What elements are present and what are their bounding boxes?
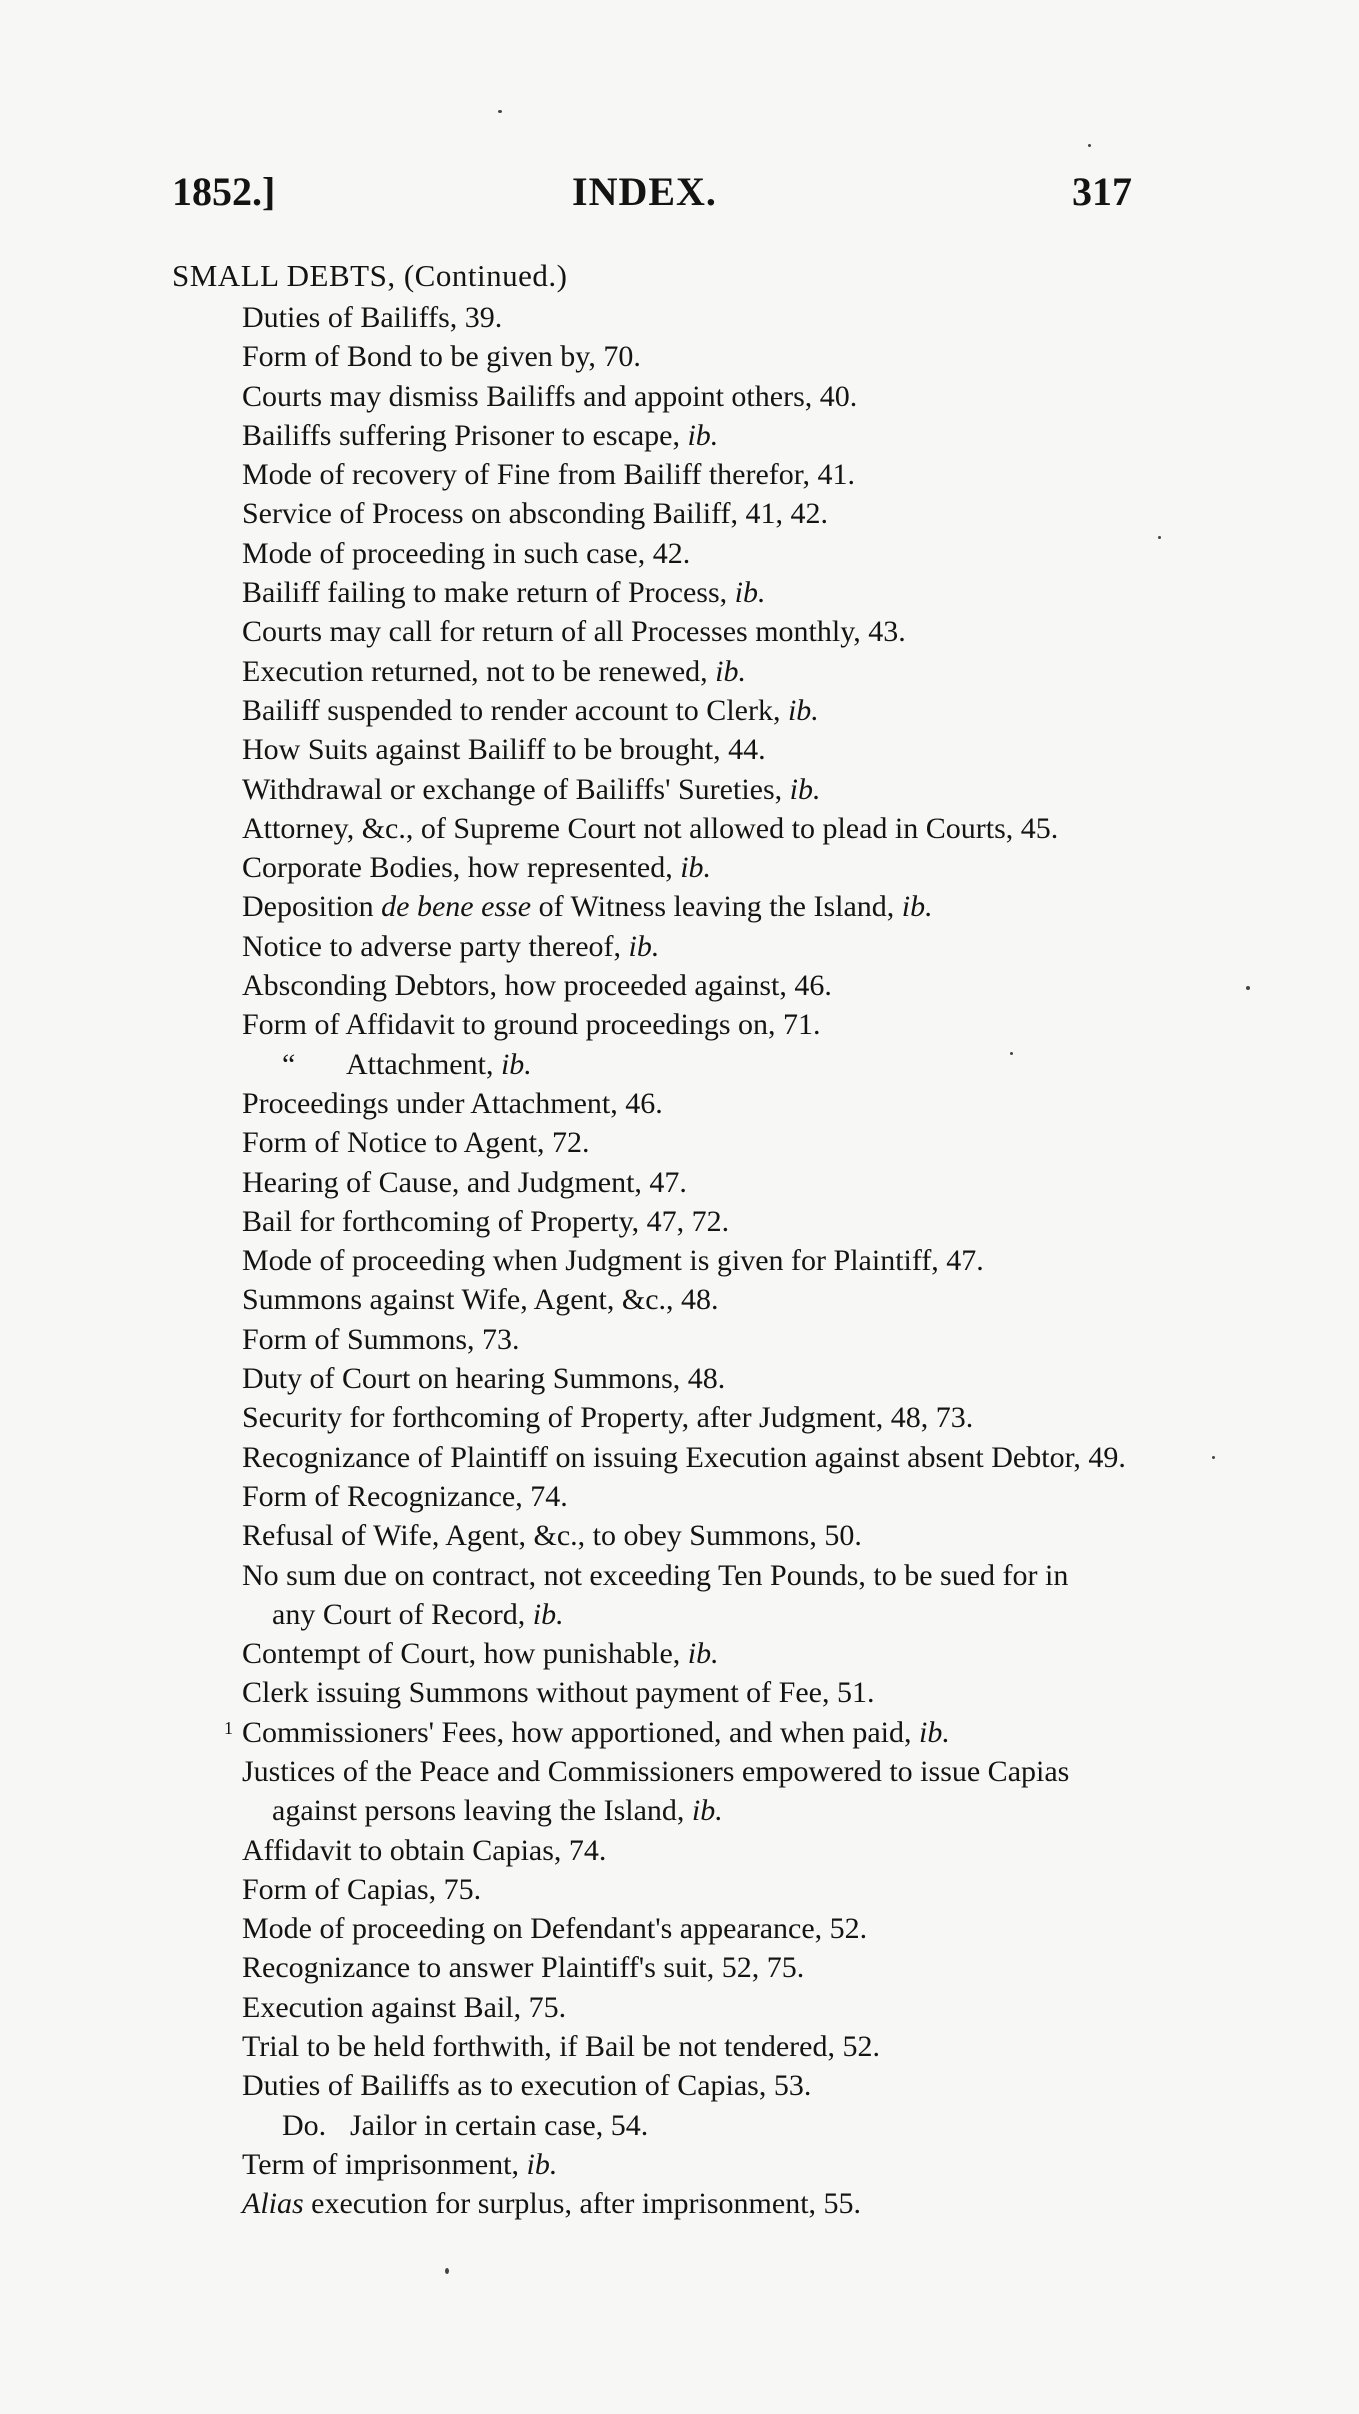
entry-text: Duties of Bailiffs as to execution of Capias, 53. (242, 2069, 812, 2103)
entry-continuation-text: against persons leaving the Island, (272, 1794, 692, 1828)
index-entry (242, 494, 1142, 533)
entry-text: Recognizance to answer Plaintiff's suit, 52, 75. (242, 1951, 805, 1985)
entry-text: Bail for forthcoming of Property, 47, 72. (242, 1204, 730, 1238)
index-entry (242, 1477, 1142, 1516)
index-entry (242, 1280, 1142, 1319)
index-entry (242, 612, 1142, 651)
scan-speck (445, 2268, 449, 2274)
running-header (172, 168, 1132, 228)
ibid-abbrev: ib. (687, 418, 719, 452)
index-entry (242, 1831, 1142, 1870)
index-entry (242, 1084, 1142, 1123)
index-entry (242, 1398, 1142, 1437)
entry-text: Execution returned, not to be renewed, (242, 654, 716, 688)
entry-text: Duties of Bailiffs, 39. (242, 301, 503, 334)
index-entry (242, 848, 1142, 887)
entry-text: Justices of the Peace and Commissioners empowered to issue Capias (242, 1754, 1070, 1788)
entry-text: Bailiff suspended to render account to Clerk, (242, 693, 788, 727)
entry-text: Withdrawal or exchange of Bailiffs' Sureties, (242, 772, 790, 806)
index-entry (242, 298, 1142, 337)
index-entry (242, 337, 1142, 376)
entry-text: Courts may dismiss Bailiffs and appoint others, 40. (242, 379, 858, 413)
index-entry (242, 416, 1142, 455)
ibid-abbrev: ib. (734, 576, 766, 610)
entry-text: Proceedings under Attachment, 46. (242, 1086, 663, 1120)
index-entry (242, 1673, 1142, 1712)
ditto-mark: “ (282, 1047, 296, 1081)
ibid-abbrev: ib. (687, 1637, 719, 1671)
entry-italic-lead: Alias (242, 2187, 304, 2221)
entry-text: Notice to adverse party thereof, (242, 929, 629, 963)
entry-italic-phrase: de bene esse (381, 890, 532, 924)
entry-text: How Suits against Bailiff to be brought, 44. (242, 733, 766, 767)
index-entry (242, 1909, 1142, 1948)
entry-text: Refusal of Wife, Agent, &c., to obey Summons, 50. (242, 1519, 862, 1553)
index-entries (224, 298, 1142, 2224)
index-entry (242, 809, 1142, 848)
ibid-abbrev: ib. (918, 1715, 950, 1749)
index-entry (242, 455, 1142, 494)
index-entry (242, 887, 1142, 926)
index-entry (242, 652, 1142, 691)
entry-text: Contempt of Court, how punishable, (242, 1637, 688, 1671)
index-entry (242, 2145, 1142, 2184)
index-entry (242, 730, 1142, 769)
index-entry (242, 1634, 1142, 1673)
index-entry (242, 1516, 1142, 1555)
entry-text: Courts may call for return of all Processes monthly, 43. (242, 615, 906, 649)
entry-text: Duty of Court on hearing Summons, 48. (242, 1362, 726, 1396)
header-year: 1852.] (172, 169, 276, 214)
index-entry (242, 1241, 1142, 1280)
entry-text: Form of Bond to be given by, 70. (242, 340, 641, 374)
index-entry (242, 2106, 1142, 2145)
index-entry (242, 377, 1142, 416)
index-entry (242, 1948, 1142, 1987)
index-entry (242, 1988, 1142, 2027)
entry-text: Form of Recognizance, 74. (242, 1479, 568, 1513)
entry-text: Jailor in certain case, 54. (350, 2108, 649, 2142)
index-entry (242, 534, 1142, 573)
index-entry (224, 1713, 1142, 1752)
index-entry (242, 1163, 1142, 1202)
entry-text: Service of Process on absconding Bailiff, 41, 42. (242, 497, 829, 531)
entry-text: Attachment, (346, 1047, 501, 1081)
entry-text: Mode of proceeding when Judgment is given for Plaintiff, 47. (242, 1244, 984, 1278)
entry-text: Commissioners' Fees, how apportioned, and when paid, (242, 1715, 919, 1749)
scan-speck (1158, 536, 1161, 539)
entry-text: Mode of proceeding in such case, 42. (242, 536, 691, 570)
ibid-abbrev: ib. (715, 654, 747, 688)
index-entry (242, 1202, 1142, 1241)
ibid-abbrev: ib. (532, 1597, 564, 1631)
entry-text: Absconding Debtors, how proceeded against, 46. (242, 969, 832, 1003)
index-entry (242, 1320, 1142, 1359)
index-entry (242, 2027, 1142, 2066)
ibid-abbrev: ib. (789, 772, 821, 806)
index-entry (242, 927, 1142, 966)
entry-text: Summons against Wife, Agent, &c., 48. (242, 1283, 719, 1317)
margin-note: 1 (224, 1717, 233, 1738)
entry-text: Term of imprisonment, (242, 2147, 527, 2181)
entry-text: Form of Affidavit to ground proceedings on, 71. (242, 1008, 821, 1042)
index-entry (242, 966, 1142, 1005)
scan-speck (498, 110, 502, 113)
ibid-abbrev: ib. (500, 1047, 532, 1081)
page-number: 317 (1072, 169, 1132, 214)
entry-text: Deposition (242, 890, 382, 924)
scan-speck (1010, 1052, 1013, 1055)
index-entry (242, 2184, 1142, 2223)
ibid-abbrev: ib. (628, 929, 660, 963)
index-entry (242, 1359, 1142, 1398)
index-entry (242, 1005, 1142, 1044)
index-entry (242, 770, 1142, 809)
index-entry (242, 1045, 1142, 1084)
entry-text: Execution against Bail, 75. (242, 1990, 567, 2024)
entry-continuation (242, 1791, 1142, 1830)
index-entry (242, 1870, 1142, 1909)
index-entry (242, 1123, 1142, 1162)
ibid-abbrev: ib. (901, 890, 933, 924)
ibid-abbrev: ib. (526, 2147, 558, 2181)
entry-text: Mode of proceeding on Defendant's appearance, 52. (242, 1912, 868, 1946)
entry-text: Form of Summons, 73. (242, 1322, 520, 1356)
scan-speck (1212, 1456, 1215, 1459)
entry-text: Trial to be held forthwith, if Bail be not tendered, 52. (242, 2030, 880, 2064)
entry-text: Recognizance of Plaintiff on issuing Execution against absent Debtor, 49. (242, 1440, 1126, 1474)
entry-text: Security for forthcoming of Property, after Judgment, 48, 73. (242, 1401, 974, 1435)
entry-text: execution for surplus, after imprisonment, 55. (303, 2187, 862, 2221)
entry-continuation-text: any Court of Record, (272, 1597, 533, 1631)
entry-text: Bailiffs suffering Prisoner to escape, (242, 418, 688, 452)
index-entry (242, 1438, 1142, 1477)
index-entry (242, 691, 1142, 730)
entry-text: Attorney, &c., of Supreme Court not allowed to plead in Courts, 45. (242, 811, 1059, 845)
entry-continuation (242, 1595, 1142, 1634)
entry-text-rest: of Witness leaving the Island, (531, 890, 902, 924)
scan-speck (1088, 144, 1091, 147)
index-entry (242, 1752, 1142, 1831)
index-entry (242, 573, 1142, 612)
entry-text: No sum due on contract, not exceeding Ten Pounds, to be sued for in (242, 1558, 1069, 1592)
entry-text: Form of Notice to Agent, 72. (242, 1126, 590, 1160)
entry-text: Affidavit to obtain Capias, 74. (242, 1833, 607, 1867)
index-entry (242, 2066, 1142, 2105)
ibid-abbrev: ib. (680, 851, 712, 885)
entry-text: Form of Capias, 75. (242, 1872, 482, 1906)
entry-text: Hearing of Cause, and Judgment, 47. (242, 1165, 687, 1199)
header-title: INDEX. (572, 169, 717, 214)
entry-text: Corporate Bodies, how represented, (242, 851, 681, 885)
ditto-do: Do. (282, 2108, 327, 2142)
index-entry (242, 1556, 1142, 1635)
entry-text: Mode of recovery of Fine from Bailiff therefor, 41. (242, 458, 856, 492)
entry-text: Clerk issuing Summons without payment of Fee, 51. (242, 1676, 875, 1710)
ibid-abbrev: ib. (691, 1794, 723, 1828)
entry-text: Bailiff failing to make return of Process, (242, 576, 735, 610)
ibid-abbrev: ib. (787, 693, 819, 727)
scan-speck (1246, 986, 1250, 990)
section-heading: SMALL DEBTS, (Continued.) (172, 258, 568, 293)
